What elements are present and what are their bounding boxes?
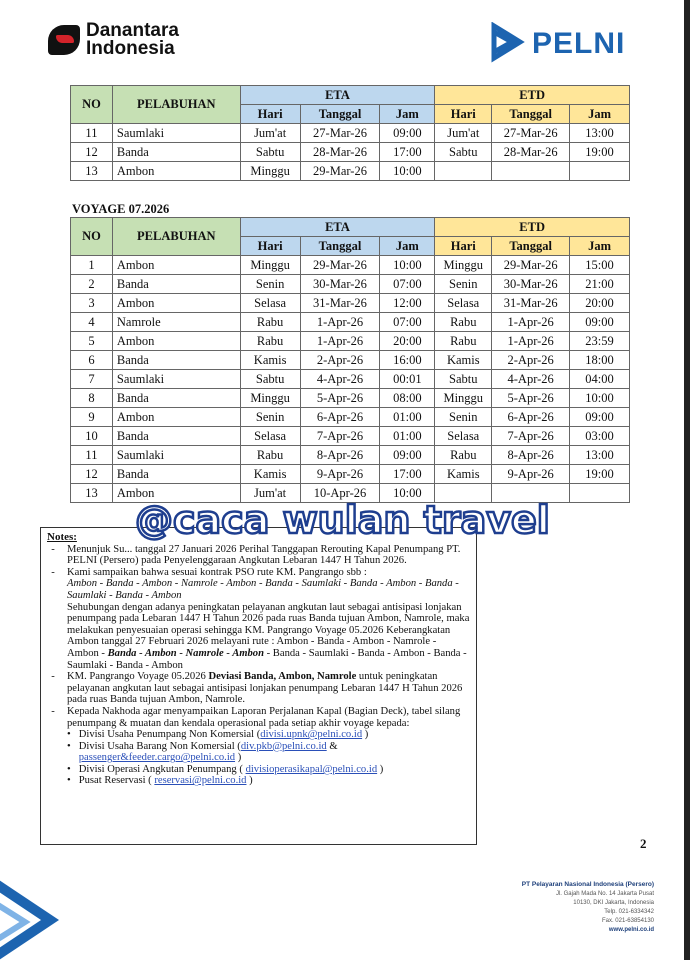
table-cell: Selasa: [240, 294, 300, 313]
note-3-bold: Deviasi Banda, Ambon, Namrole: [208, 671, 357, 683]
table-cell: Sabtu: [240, 143, 300, 162]
table-cell: 09:00: [570, 408, 630, 427]
table-cell: 11: [71, 446, 113, 465]
table-cell: Rabu: [435, 313, 492, 332]
paren: ): [235, 752, 242, 764]
pelni-logo-icon: [490, 22, 526, 66]
table-row: [71, 465, 630, 484]
table-cell: 9-Apr-26: [300, 465, 380, 484]
footer-fax: Fax. 021-63854130: [601, 918, 654, 924]
footer-addr2: 10130, DKI Jakarta, Indonesia: [573, 900, 654, 906]
table-cell: 6: [71, 351, 113, 370]
table-cell: Ambon: [112, 484, 240, 503]
table-cell: Senin: [435, 275, 492, 294]
table-cell: 13: [71, 484, 113, 503]
table-cell: 29-Mar-26: [492, 256, 570, 275]
table-cell: 1-Apr-26: [300, 332, 380, 351]
table-cell: 23:59: [570, 332, 630, 351]
table-cell: 4-Apr-26: [300, 370, 380, 389]
table-cell: Banda: [112, 389, 240, 408]
paren: ): [377, 763, 384, 775]
table-cell: Minggu: [435, 389, 492, 408]
note-4: Kepada Nakhoda agar menyampaikan Laporan Perjalanan Kapal (Bagian Deck), tabel silang penumpang & muatan dan kendala operasional pada setiap akhir voyage kepada:: [67, 705, 461, 729]
col-port: PELABUHAN: [112, 86, 240, 124]
table-cell: 10:00: [380, 484, 435, 503]
table-cell: Saumlaki: [112, 370, 240, 389]
table-cell: [570, 484, 630, 503]
note-3-tail: untuk peningkatan pelayanan angkutan laut sebagai antisipasi lonjakan penumpang Lebaran 1447 H Tahun 2026 pada ruas Banda tujuan Ambon, Namrole.: [67, 671, 463, 706]
col-time: Jam: [380, 105, 435, 124]
table-cell: Ambon: [112, 162, 240, 181]
table-cell: 13:00: [570, 124, 630, 143]
table-cell: Sabtu: [435, 143, 492, 162]
table-cell: 7: [71, 370, 113, 389]
table-cell: 12: [71, 465, 113, 484]
email-link-reservasi[interactable]: reservasi@pelni.co.id: [154, 775, 247, 787]
col-day: Hari: [435, 105, 492, 124]
pelni-logo: [490, 22, 625, 66]
table-cell: Jum'at: [435, 124, 492, 143]
table-cell: [492, 162, 570, 181]
bullet-2: Divisi Usaha Barang Non Komersial (: [78, 740, 241, 752]
table-cell: 17:00: [380, 143, 435, 162]
table-cell: Saumlaki: [112, 124, 240, 143]
note-2: Kami sampaikan bahwa sesuai kontrak PSO rute KM. Pangrango sbb :: [67, 566, 367, 578]
bullet-4: Pusat Reservasi (: [78, 775, 155, 787]
col-day: Hari: [240, 105, 300, 124]
table-row: [71, 370, 630, 389]
col-date: Tanggal: [492, 105, 570, 124]
col-etd: ETD: [435, 218, 630, 237]
notes-box: Notes: - Menunjuk Su... tanggal 27 Januari 2026 Perihal Tanggapan Rerouting Kapal Penumpang PT. PELNI (Persero) pada Penyelenggaraan Angkutan Lebaran 1447 H Tahun 2026. - Kami sampaikan bahwa sesuai kontrak PSO rute KM. Pangrango sbb : Ambon - Banda - Ambon - Namrole - Ambon - Banda - Saumlaki - Banda - Ambon - Banda - Saumlaki - Banda - Ambon Sehubungan dengan adanya peningkatan pelayanan angkutan laut sebagai antisipasi lonjakan penumpang pada Lebaran 1447 H Tahun 2026 pada ruas Banda tujuan Ambon, Namrole, maka melakukan penyesuaian operasi sehingga KM. Pangrango Voyage 05.2026 Keberangkatan Ambon tanggal 27 Februari 2026 melayani rute : Ambon - Banda - Ambon - Namrole - Ambon - Banda - Ambon - Namrole - Ambon - Banda - Saumlaki - Banda - Ambon - Banda - Saumlaki - Banda - Ambon - KM. Pangrango Voyage 05.2026 Deviasi Banda, Ambon, Namrole untuk peningkatan pelayanan angkutan laut sebagai antisipasi lonjakan penumpang Lebaran 1447 H Tahun 2026 pada ruas Banda tujuan Ambon, Namrole. - Kepada Nakhoda agar menyampaikan Laporan Perjalanan Kapal (Bagian Deck), tabel silang penumpang & muatan dan kendala operasional pada setiap akhir voyage kepada: • Divisi Usaha Penumpang Non Komersial (divisi.upnk@pelni.co.id ) • Divisi Usaha Barang Non Komersial (div.pkb@pelni.co.id & passenger&feeder.cargo@pelni.co.id ) • Divisi Operasi Angkutan Penumpang ( divisioperasikapal@pelni.co.id ) • Pusat Reservasi ( reservasi@pelni.co.id ): [40, 527, 477, 845]
table-cell: 1-Apr-26: [300, 313, 380, 332]
table-cell: Ambon: [112, 256, 240, 275]
table-cell: 07:00: [380, 313, 435, 332]
col-date: Tanggal: [300, 105, 380, 124]
note-2-route: Ambon - Banda - Ambon - Namrole - Ambon - Banda - Saumlaki - Banda - Ambon - Banda - Saumlaki - Banda - Ambon: [67, 578, 459, 601]
table-cell: 2-Apr-26: [300, 351, 380, 370]
table-row: [71, 427, 630, 446]
table-cell: Sabtu: [240, 370, 300, 389]
table-cell: Minggu: [435, 256, 492, 275]
table-cell: Ambon: [112, 294, 240, 313]
table-cell: 8: [71, 389, 113, 408]
table-cell: 4: [71, 313, 113, 332]
table-cell: Senin: [240, 408, 300, 427]
danantara-logo: [48, 22, 179, 58]
table-cell: Kamis: [240, 351, 300, 370]
table-cell: Minggu: [240, 389, 300, 408]
table-cell: Kamis: [240, 465, 300, 484]
col-date: Tanggal: [492, 237, 570, 256]
table-cell: Selasa: [435, 294, 492, 313]
email-link-feeder[interactable]: passenger&feeder.cargo@pelni.co.id: [78, 752, 236, 764]
bullet-3: Divisi Operasi Angkutan Penumpang (: [78, 763, 246, 775]
table-cell: 10:00: [380, 256, 435, 275]
table-cell: 1: [71, 256, 113, 275]
col-no: NO: [71, 86, 113, 124]
table-cell: Rabu: [240, 332, 300, 351]
col-eta: ETA: [240, 218, 435, 237]
bullet-1: Divisi Usaha Penumpang Non Komersial (: [78, 729, 261, 741]
table-cell: Banda: [112, 275, 240, 294]
table-cell: 01:00: [380, 408, 435, 427]
logo-text-2: Indonesia: [86, 38, 175, 59]
table-cell: 08:00: [380, 389, 435, 408]
table-cell: Kamis: [435, 465, 492, 484]
table-cell: 8-Apr-26: [492, 446, 570, 465]
table-cell: 9: [71, 408, 113, 427]
table-cell: Rabu: [240, 446, 300, 465]
table-cell: Rabu: [435, 446, 492, 465]
table-cell: 10:00: [380, 162, 435, 181]
table-cell: 09:00: [380, 446, 435, 465]
col-day: Hari: [240, 237, 300, 256]
table-row: [71, 256, 630, 275]
schedule-table-1: [70, 85, 630, 181]
table-cell: [435, 162, 492, 181]
table-cell: 00:01: [380, 370, 435, 389]
table-cell: 27-Mar-26: [300, 124, 380, 143]
table-cell: 04:00: [570, 370, 630, 389]
table-cell: 30-Mar-26: [492, 275, 570, 294]
table-cell: 8-Apr-26: [300, 446, 380, 465]
watermark: @caca wulan travel: [135, 498, 550, 542]
table-cell: 29-Mar-26: [300, 162, 380, 181]
table-cell: 13:00: [570, 446, 630, 465]
table-cell: 20:00: [570, 294, 630, 313]
table-cell: 12: [71, 143, 113, 162]
table-cell: 19:00: [570, 143, 630, 162]
table-cell: Kamis: [435, 351, 492, 370]
note-3: KM. Pangrango Voyage 05.2026: [67, 671, 209, 683]
table-cell: 4-Apr-26: [492, 370, 570, 389]
logo-text-1: Danantara: [86, 20, 179, 41]
table-cell: 09:00: [380, 124, 435, 143]
table-row: [71, 389, 630, 408]
table-cell: 29-Mar-26: [300, 256, 380, 275]
table-cell: Banda: [112, 351, 240, 370]
table-cell: 1-Apr-26: [492, 313, 570, 332]
table-cell: 20:00: [380, 332, 435, 351]
table-cell: Ambon: [112, 408, 240, 427]
col-etd: ETD: [435, 86, 630, 105]
table-cell: 30-Mar-26: [300, 275, 380, 294]
note-1: Menunjuk Su... tanggal 27 Januari 2026 Perihal Tanggapan Rerouting Kapal Penumpang PT. PELNI (Persero) pada Penyelenggaraan Angkutan Lebaran 1447 H Tahun 2026.: [67, 543, 461, 567]
table-cell: 01:00: [380, 427, 435, 446]
col-port: PELABUHAN: [112, 218, 240, 256]
table-cell: 18:00: [570, 351, 630, 370]
table-cell: Sabtu: [435, 370, 492, 389]
table-cell: Banda: [112, 427, 240, 446]
table-cell: Senin: [240, 275, 300, 294]
table-cell: 10: [71, 427, 113, 446]
footer-addr1: Jl. Gajah Mada No. 14 Jakarta Pusat: [555, 891, 654, 897]
table-cell: 17:00: [380, 465, 435, 484]
table-cell: 7-Apr-26: [300, 427, 380, 446]
table-cell: 27-Mar-26: [492, 124, 570, 143]
table-cell: 10-Apr-26: [300, 484, 380, 503]
table-cell: 28-Mar-26: [492, 143, 570, 162]
table-cell: 31-Mar-26: [492, 294, 570, 313]
table-cell: 3: [71, 294, 113, 313]
table-cell: Minggu: [240, 256, 300, 275]
table-cell: 10:00: [570, 389, 630, 408]
schedule-table-voyage-07: [70, 217, 630, 503]
table-cell: 1-Apr-26: [492, 332, 570, 351]
table-row: [71, 351, 630, 370]
note-2-body: Sehubungan dengan adanya peningkatan pelayanan angkutan laut sebagai antisipasi lonjakan penumpang pada Lebaran 1447 H Tahun 2026 pada ruas Banda tujuan Ambon, Namrole, maka melakukan penyesuaian operasi sehingga KM. Pangrango Voyage 05.2026 Keberangkatan Ambon tanggal 27 Februari 2026 melayani rute : Ambon - Banda - Ambon - Namrole - Ambon -: [67, 601, 470, 659]
col-no: NO: [71, 218, 113, 256]
table-cell: Selasa: [240, 427, 300, 446]
table-cell: Banda: [112, 465, 240, 484]
footer-company: PT Pelayaran Nasional Indonesia (Persero): [521, 881, 654, 888]
table-cell: 13: [71, 162, 113, 181]
footer-address: [522, 880, 654, 935]
table-cell: 7-Apr-26: [492, 427, 570, 446]
edge-shadow: [684, 0, 690, 960]
table-row: [71, 332, 630, 351]
footer-web[interactable]: www.pelni.co.id: [608, 927, 654, 933]
table-cell: 11: [71, 124, 113, 143]
table-cell: 21:00: [570, 275, 630, 294]
voyage-title: VOYAGE 07.2026: [72, 202, 170, 216]
notes-title: Notes:: [47, 531, 77, 543]
table-cell: Rabu: [240, 313, 300, 332]
amp: &: [326, 740, 338, 752]
table-cell: 19:00: [570, 465, 630, 484]
email-link-upnk[interactable]: divisi.upnk@pelni.co.id: [260, 729, 363, 741]
table-cell: Rabu: [435, 332, 492, 351]
table-cell: Jum'at: [240, 484, 300, 503]
note-2-tail: - Banda - Saumlaki - Banda - Ambon - Banda - Saumlaki - Banda - Ambon: [67, 647, 467, 671]
table-cell: 12:00: [380, 294, 435, 313]
table-cell: 2-Apr-26: [492, 351, 570, 370]
table-cell: 31-Mar-26: [300, 294, 380, 313]
table-cell: 2: [71, 275, 113, 294]
table-cell: 9-Apr-26: [492, 465, 570, 484]
table-row: [71, 143, 630, 162]
table-cell: Senin: [435, 408, 492, 427]
table-cell: 09:00: [570, 313, 630, 332]
col-time: Jam: [570, 105, 630, 124]
table-cell: 6-Apr-26: [300, 408, 380, 427]
table-row: [71, 162, 630, 181]
footer-tel: Telp. 021-6334342: [604, 909, 654, 915]
table-cell: 5-Apr-26: [492, 389, 570, 408]
col-eta: ETA: [240, 86, 435, 105]
table-cell: 5-Apr-26: [300, 389, 380, 408]
paren: ): [246, 775, 253, 787]
col-time: Jam: [570, 237, 630, 256]
email-link-pkb[interactable]: div.pkb@pelni.co.id: [240, 740, 327, 752]
danantara-logo-icon: [48, 25, 80, 55]
table-row: [71, 294, 630, 313]
table-cell: Saumlaki: [112, 446, 240, 465]
table-cell: [570, 162, 630, 181]
table-cell: 6-Apr-26: [492, 408, 570, 427]
table-cell: 15:00: [570, 256, 630, 275]
table-row: [71, 313, 630, 332]
table-cell: Namrole: [112, 313, 240, 332]
table-cell: Banda: [112, 143, 240, 162]
table-cell: Ambon: [112, 332, 240, 351]
table-cell: 03:00: [570, 427, 630, 446]
table-row: [71, 408, 630, 427]
col-time: Jam: [380, 237, 435, 256]
col-date: Tanggal: [300, 237, 380, 256]
paren: ): [362, 729, 369, 741]
table-cell: Minggu: [240, 162, 300, 181]
email-link-operasi[interactable]: divisioperasikapal@pelni.co.id: [245, 763, 378, 775]
table-cell: 5: [71, 332, 113, 351]
note-2-bold: Banda - Ambon - Namrole - Ambon: [107, 647, 264, 659]
page-number: 2: [640, 836, 647, 851]
pelni-chevron-decoration-icon: [0, 870, 70, 960]
table-row: [71, 446, 630, 465]
col-day: Hari: [435, 237, 492, 256]
table-cell: Selasa: [435, 427, 492, 446]
pelni-logo-text: PELNI: [532, 27, 626, 60]
table-cell: 07:00: [380, 275, 435, 294]
table-row: [71, 124, 630, 143]
table-cell: Jum'at: [240, 124, 300, 143]
table-cell: 16:00: [380, 351, 435, 370]
table-cell: 28-Mar-26: [300, 143, 380, 162]
table-row: [71, 275, 630, 294]
